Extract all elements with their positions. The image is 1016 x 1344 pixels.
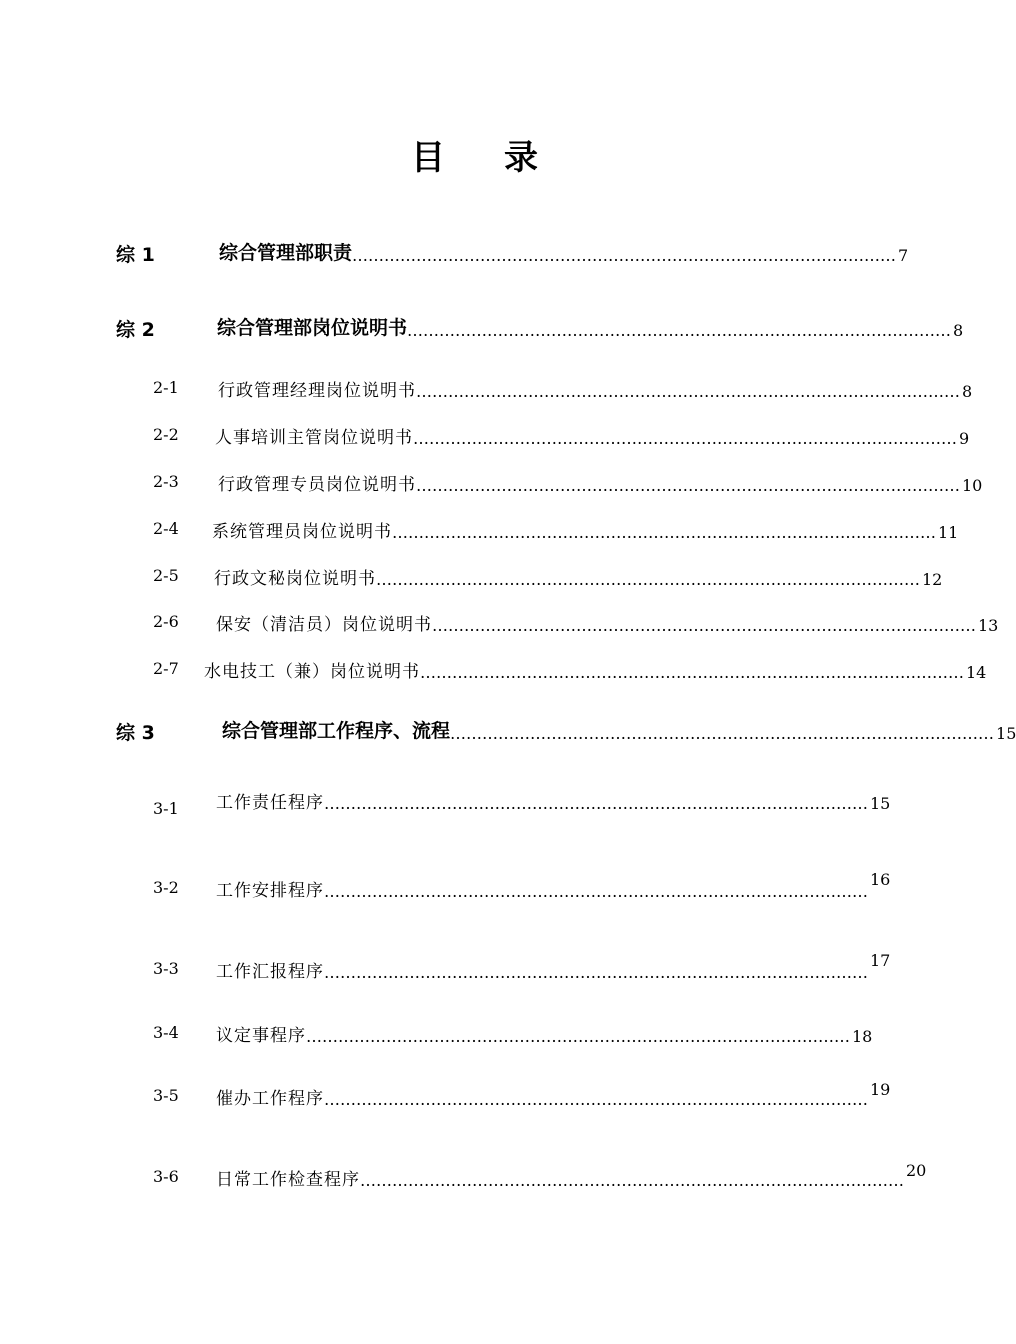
toc-page: 7 [898,246,909,265]
toc-label: 行政管理专员岗位说明书 [218,475,416,495]
toc-entry[interactable] [216,610,999,635]
toc-number: 3-5 [153,1086,179,1105]
toc-number: 3-2 [153,878,179,897]
toc-entry[interactable] [212,517,959,542]
toc-number: 2-2 [153,425,179,444]
toc-page: 10 [962,476,983,495]
toc-page: 8 [962,382,973,401]
toc-number: 3-6 [153,1167,179,1186]
toc-leader: ………………………………………………………………………………………… [416,476,960,495]
toc-number: 2-1 [153,378,179,397]
toc-leader: ………………………………………………………………………………………… [407,321,952,340]
title-char-2: 录 [504,138,539,178]
toc-leader: ………………………………………………………………………………………… [324,1090,868,1109]
toc-label: 水电技工（兼）岗位说明书 [204,662,420,682]
toc-entry[interactable] [218,376,973,401]
toc-entry[interactable] [204,657,987,682]
page-title [0,130,950,179]
toc-page: 17 [870,951,891,970]
toc-number: 2-3 [153,472,179,491]
toc-number: 3-3 [153,959,179,978]
toc-leader: ………………………………………………………………………………………… [352,246,897,265]
toc-page: 11 [938,523,959,542]
toc-leader: ………………………………………………………………………………………… [416,382,960,401]
toc-page: 15 [870,794,891,813]
toc-label: 综合管理部岗位说明书 [217,317,408,339]
toc-number: 2-5 [153,566,179,585]
toc-page: 12 [922,570,943,589]
toc-number: 综 3 [116,722,155,744]
toc-label: 工作责任程序 [216,793,324,813]
toc-leader: ………………………………………………………………………………………… [324,963,868,982]
toc-page: 20 [906,1161,927,1180]
toc-entry[interactable] [216,1021,873,1046]
toc-label: 催办工作程序 [216,1089,324,1109]
toc-page: 16 [870,870,891,889]
title-char-1: 目 [411,138,446,178]
toc-leader: ………………………………………………………………………………………… [392,523,936,542]
toc-entry[interactable] [216,788,891,813]
toc-label: 保安（清洁员）岗位说明书 [216,615,432,635]
toc-number: 2-4 [153,519,179,538]
toc-page: 8 [953,321,964,340]
toc-number: 综 2 [116,319,155,341]
toc-page: 9 [959,429,970,448]
toc-page: 19 [870,1080,891,1099]
toc-entry[interactable] [222,716,1016,743]
toc-entry[interactable] [218,470,983,495]
toc-entry[interactable] [216,1161,927,1190]
toc-number: 3-1 [153,799,179,818]
toc-label: 工作安排程序 [216,881,324,901]
toc-number: 2-6 [153,612,179,631]
toc-page: 18 [852,1027,873,1046]
toc-entry[interactable] [216,951,891,982]
toc-label: 工作汇报程序 [216,962,324,982]
toc-number: 综 1 [116,244,155,266]
toc-page: 14 [966,663,987,682]
toc-label: 日常工作检查程序 [216,1170,360,1190]
toc-entry[interactable] [214,564,943,589]
toc-label: 人事培训主管岗位说明书 [215,428,413,448]
toc-leader: ………………………………………………………………………………………… [450,724,995,743]
toc-leader: ………………………………………………………………………………………… [420,663,964,682]
toc-page: 15 [996,724,1016,743]
toc-entry[interactable] [217,313,964,340]
toc-leader: ………………………………………………………………………………………… [360,1171,904,1190]
toc-entry[interactable] [219,238,909,265]
toc-number: 2-7 [153,659,179,678]
toc-leader: ………………………………………………………………………………………… [324,882,868,901]
toc-leader: ………………………………………………………………………………………… [324,794,868,813]
toc-page: 13 [978,616,999,635]
toc-leader: ………………………………………………………………………………………… [432,616,976,635]
toc-label: 综合管理部工作程序、流程 [222,720,451,742]
toc-label: 综合管理部职责 [219,242,353,264]
toc-label: 议定事程序 [216,1026,306,1046]
toc-number: 3-4 [153,1023,179,1042]
toc-leader: ………………………………………………………………………………………… [376,570,920,589]
toc-entry[interactable] [216,870,891,901]
toc-entry[interactable] [216,1080,891,1109]
toc-leader: ………………………………………………………………………………………… [413,429,957,448]
toc-leader: ………………………………………………………………………………………… [306,1027,850,1046]
toc-label: 行政文秘岗位说明书 [214,569,376,589]
toc-label: 行政管理经理岗位说明书 [218,381,416,401]
toc-label: 系统管理员岗位说明书 [212,522,392,542]
toc-entry[interactable] [215,423,970,448]
